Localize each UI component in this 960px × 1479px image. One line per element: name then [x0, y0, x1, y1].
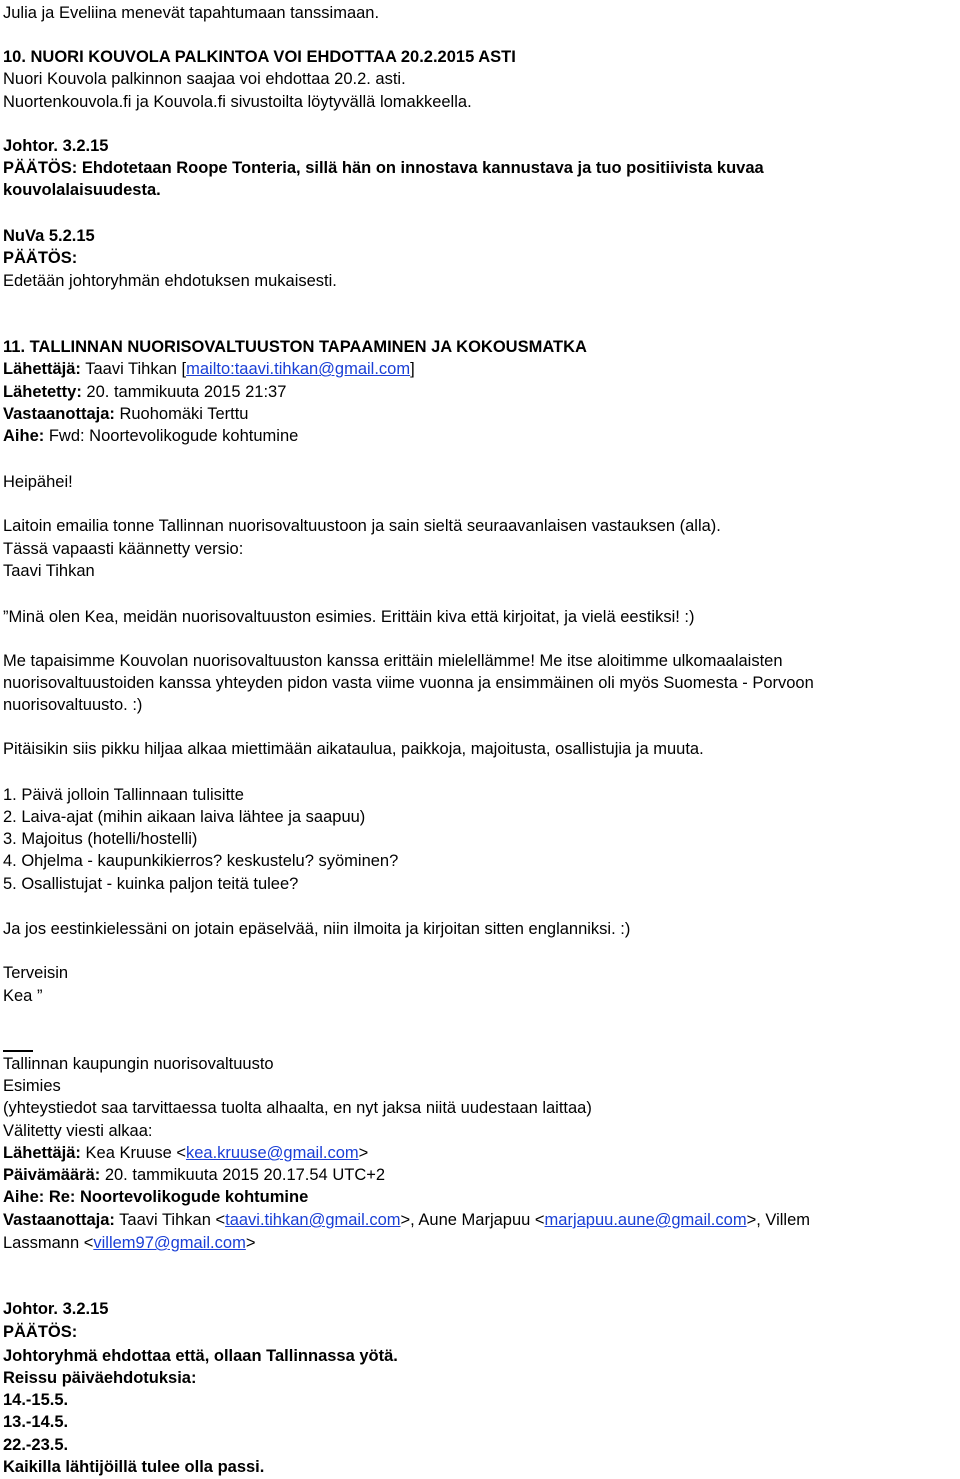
- fw-sender: [3, 1143, 368, 1163]
- item-11-heading: 11. TALLINNAN NUORISOVALTUUSTON TAPAAMINEN JA KOKOUSMATKA: [3, 338, 587, 356]
- email-subject: [3, 426, 298, 446]
- fw-to-mid: >, Aune Marjapuu <: [400, 1211, 545, 1229]
- sender-label: Lähettäjä:: [3, 360, 81, 378]
- quote-4: Ja jos eestinkielessäni on jotain epäselvää, niin ilmoita ja kirjoitan sitten englanniksi. :): [3, 920, 631, 938]
- intro-line: Julia ja Eveliina menevät tapahtumaan tanssimaan.: [3, 4, 380, 22]
- sent-value: 20. tammikuuta 2015 21:37: [81, 383, 287, 401]
- contact-note: (yhteystiedot saa tarvittaessa tuolta alhaalta, en nyt jaksa niitä uudestaan laittaa): [3, 1099, 592, 1117]
- item-10-decision: [3, 158, 764, 178]
- forwarded-header: Välitetty viesti alkaa:: [3, 1122, 153, 1140]
- org-name: Tallinnan kaupungin nuorisovaltuusto: [3, 1055, 274, 1073]
- quote-3: Pitäisikin siis pikku hiljaa alkaa miettimään aikataulua, paikkoja, majoitusta, osallistujia ja muuta.: [3, 740, 704, 758]
- list-item: 1. Päivä jolloin Tallinnaan tulisitte: [3, 786, 244, 804]
- signature-divider: [3, 1050, 33, 1052]
- fw-to-email-link[interactable]: villem97@gmail.com: [93, 1234, 246, 1252]
- fw-sender-close: >: [358, 1144, 369, 1162]
- fw-to-name: Lassmann <: [3, 1234, 94, 1252]
- fw-date-label: Päivämäärä:: [3, 1166, 101, 1184]
- list-item: 4. Ohjelma - kaupunkikierros? keskustelu? syöminen?: [3, 852, 399, 870]
- fw-to-cont: [3, 1233, 255, 1253]
- date-option: 22.-23.5.: [3, 1436, 69, 1454]
- item-10-line-1: Nuori Kouvola palkinnon saajaa voi ehdottaa 20.2. asti.: [3, 70, 406, 88]
- passport-note: Kaikilla lähtijöillä tulee olla passi.: [3, 1458, 265, 1476]
- item-10-heading: 10. NUORI KOUVOLA PALKINTOA VOI EHDOTTAA 20.2.2015 ASTI: [3, 48, 516, 66]
- greeting: Heipähei!: [3, 473, 73, 491]
- fw-to-email-link[interactable]: taavi.tihkan@gmail.com: [225, 1211, 401, 1229]
- fw-subject: Aihe: Re: Noortevolikogude kohtumine: [3, 1188, 309, 1206]
- paragraph-1: Laitoin emailia tonne Tallinnan nuorisovaltuustoon ja sain sieltä seuraavanlaisen vastauksen (alla).: [3, 517, 721, 535]
- fw-date-value: 20. tammikuuta 2015 20.17.54 UTC+2: [100, 1166, 386, 1184]
- subject-value: Fwd: Noortevolikogude kohtumine: [44, 427, 299, 445]
- quote-2c: nuorisovaltuusto. :): [3, 696, 143, 714]
- quote-2b: nuorisovaltuustoiden kanssa yhteyden pidon vasta viime vuonna ja ensimmäinen oli myös Suomesta - Porvoon: [3, 674, 814, 692]
- fw-to-close: >: [245, 1234, 256, 1252]
- sender-mailto-link[interactable]: mailto:taavi.tihkan@gmail.com: [186, 360, 411, 378]
- date-option: 13.-14.5.: [3, 1413, 69, 1431]
- fw-to-label: Vastaanottaja:: [3, 1211, 115, 1229]
- nuva-decision-label: PÄÄTÖS:: [3, 249, 78, 267]
- nuva-label: NuVa 5.2.15: [3, 227, 95, 245]
- dates-label: Reissu päiväehdotuksia:: [3, 1369, 197, 1387]
- subject-label: Aihe:: [3, 427, 45, 445]
- item-11-decision-label: PÄÄTÖS:: [3, 1323, 78, 1341]
- to-value: Ruohomäki Terttu: [114, 405, 249, 423]
- quote-1: ”Minä olen Kea, meidän nuorisovaltuuston esimies. Erittäin kiva että kirjoitat, ja vielä eestiksi! :): [3, 608, 695, 626]
- item-10-line-2: Nuortenkouvola.fi ja Kouvola.fi sivustoilta löytyvällä lomakkeella.: [3, 93, 472, 111]
- regards: Terveisin: [3, 964, 69, 982]
- fw-to-end: >, Villem: [746, 1211, 810, 1229]
- list-item: 5. Osallistujat - kuinka paljon teitä tulee?: [3, 875, 299, 893]
- sender-close: ]: [410, 360, 415, 378]
- sent-label: Lähetetty:: [3, 383, 82, 401]
- nuva-decision-text: Edetään johtoryhmän ehdotuksen mukaisesti.: [3, 272, 337, 290]
- decision-text: Ehdotetaan Roope Tonteria, sillä hän on innostava kannustava ja tuo positiivista kuvaa: [77, 159, 764, 177]
- item-11-decision: Johtoryhmä ehdottaa että, ollaan Tallinnassa yötä.: [3, 1347, 398, 1365]
- fw-sender-label: Lähettäjä:: [3, 1144, 81, 1162]
- org-role: Esimies: [3, 1077, 61, 1095]
- fw-to-email-link[interactable]: marjapuu.aune@gmail.com: [544, 1211, 747, 1229]
- fw-date: [3, 1165, 385, 1185]
- signature: Kea ”: [3, 987, 43, 1005]
- fw-sender-name: Kea Kruuse <: [80, 1144, 186, 1162]
- fw-sender-email-link[interactable]: kea.kruuse@gmail.com: [185, 1144, 359, 1162]
- item-10-johtor-label: Johtor. 3.2.15: [3, 137, 109, 155]
- list-item: 3. Majoitus (hotelli/hostelli): [3, 830, 198, 848]
- paragraph-2: Tässä vapaasti käännetty versio:: [3, 540, 244, 558]
- to-label: Vastaanottaja:: [3, 405, 115, 423]
- paragraph-3: Taavi Tihkan: [3, 562, 95, 580]
- list-item: 2. Laiva-ajat (mihin aikaan laiva lähtee ja saapuu): [3, 808, 366, 826]
- fw-to-name: Taavi Tihkan <: [114, 1211, 226, 1229]
- email-to: [3, 404, 248, 424]
- date-option: 14.-15.5.: [3, 1391, 69, 1409]
- item-11-johtor-label: Johtor. 3.2.15: [3, 1300, 109, 1318]
- fw-to: [3, 1210, 810, 1230]
- sender-name: Taavi Tihkan [: [80, 360, 187, 378]
- quote-2a: Me tapaisimme Kouvolan nuorisovaltuuston kanssa erittäin mielellämme! Me itse aloitimme ulkomaalaisten: [3, 652, 783, 670]
- email-sent: [3, 382, 286, 402]
- email-sender: [3, 359, 415, 379]
- item-10-decision-cont: kouvolalaisuudesta.: [3, 181, 161, 199]
- decision-label: PÄÄTÖS:: [3, 159, 78, 177]
